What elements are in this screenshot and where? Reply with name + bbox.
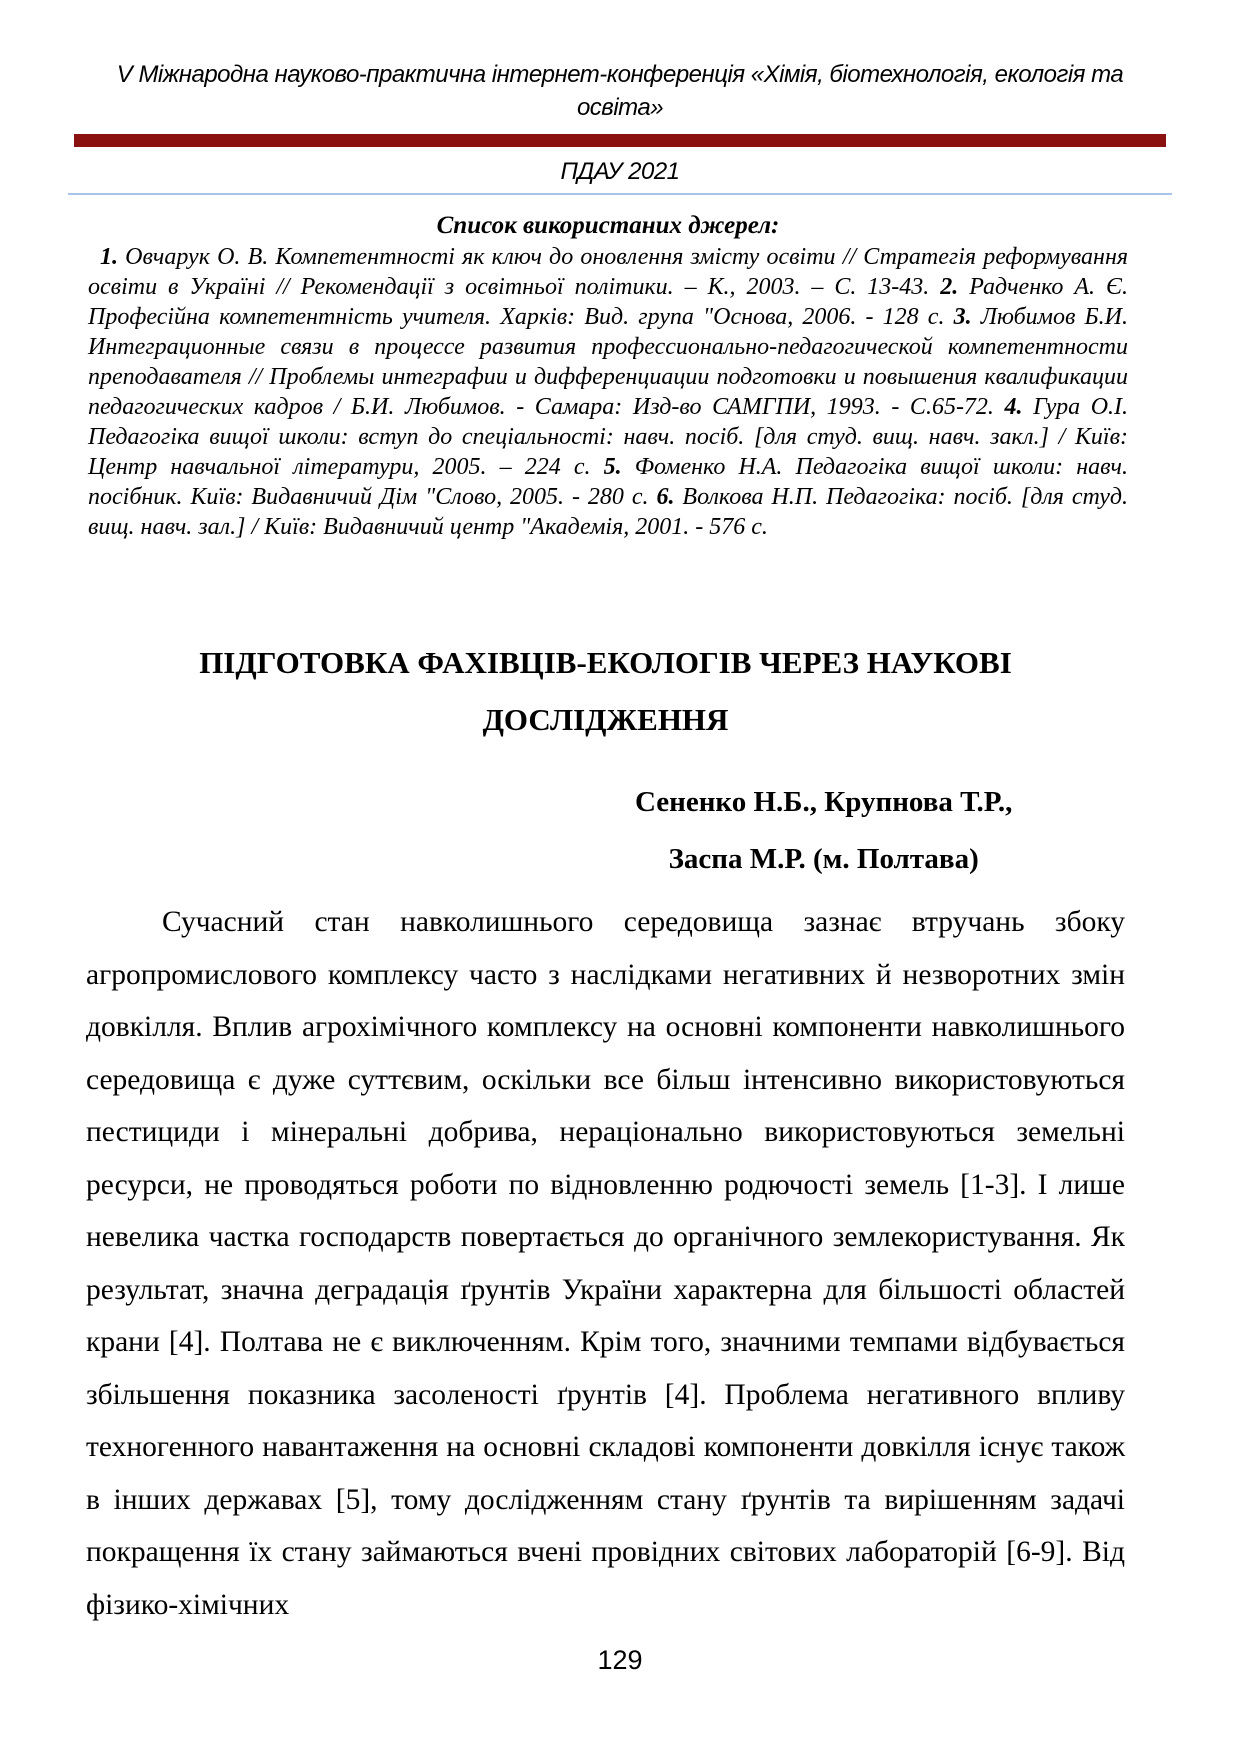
reference-text: Овчарук О. В. Компетентності як ключ до оновлення змісту освіти // Стратегія реформування освіти в Україні // Рекомендації з освітньої політики. – К., 2003. – С. 13-43.	[88, 244, 1129, 300]
reference-text: Фоменко Н.А. Педагогіка вищої школи: навч. посібник. Київ: Видавничий Дім "Слово, 2005. - 280 с.	[88, 454, 1129, 510]
header-accent-bar	[74, 134, 1166, 147]
reference-text: Волкова Н.П. Педагогіка: посіб. [для студ. вищ. навч. зал.] / Київ: Видавничий центр "Академія, 2001. - 576 с.	[88, 484, 1129, 540]
reference-number: 4.	[1004, 394, 1023, 420]
references-heading: Список використаних джерел:	[436, 212, 780, 239]
reference-number: 1.	[100, 244, 118, 270]
article-title-line2: ДОСЛІДЖЕННЯ	[482, 702, 729, 737]
authors-line1: Сененко Н.Б., Крупнова Т.Р.,	[634, 786, 1013, 818]
authors-block	[522, 774, 1125, 888]
page-header	[0, 58, 1240, 195]
authors-line2: Заспа М.Р. (м. Полтава)	[668, 843, 979, 875]
reference-number: 5.	[603, 454, 622, 480]
article-title	[86, 634, 1125, 748]
reference-text: Гура О.І. Педагогіка вищої школи: вступ до спеціальності: навч. посіб. [для студ. вищ. навч. закл.] / Київ: Центр навчальної літератури, 2005. – 224 с.	[88, 394, 1129, 480]
page-number: 129	[597, 1645, 643, 1675]
reference-text: Любимов Б.И. Интеграционные связи в процессе развития профессионально-педагогической компетентности преподавателя // Проблемы интеграфии и дифференциации подготовки и повышения квалификации педагогических кадров / Б.И. Любимов. - Самара: Изд-во САМГПИ, 1993. - С.65-72.	[88, 304, 1129, 420]
reference-number: 6.	[656, 484, 675, 510]
event-label: ПДАУ 2021	[560, 158, 680, 185]
conference-title: V Міжнародна науково-практична інтернет-конференція «Хімія, біотехнологія, екологія та освіта»	[116, 61, 1124, 121]
references-list	[88, 242, 1128, 542]
reference-number: 2.	[940, 274, 959, 300]
references-section	[0, 195, 1240, 542]
article-body-paragraph: Сучасний стан навколишнього середовища зазнає втручань збоку агропромислового комплексу часто з наслідками негативних й незворотних змін довкілля. Вплив агрохімічного комплексу на основні компоненти навколишнього середовища є дуже суттєвим, оскільки все більш інтенсивно використовуються пестициди і мінеральні добрива, нераціонально використовуються земельні ресурси, не проводяться роботи по відновленню родючості земель [1-3]. І лише невелика частка господарств повертається до органічного землекористування. Як результат, значна деградація ґрунтів України характерна для більшості областей крани [4]. Полтава не є виключенням. Крім того, значними темпами відбувається збільшення показника засоленості ґрунтів [4]. Проблема негативного впливу техногенного навантаження на основні складові компоненти довкілля існує також в інших державах [5], тому дослідженням стану ґрунтів та вирішенням задачі покращення їх стану займаються вчені провідних світових лабораторій [6-9]. Від фізико-хімічних	[86, 906, 1125, 1621]
article-title-line1: ПІДГОТОВКА ФАХІВЦІВ-ЕКОЛОГІВ ЧЕРЕЗ НАУКОВІ	[199, 645, 1012, 680]
reference-text: Радченко А. Є. Професійна компетентність учителя. Харків: Вид. група "Основа, 2006. - 128 с.	[88, 274, 1129, 330]
article-section	[0, 634, 1240, 1631]
reference-number: 3.	[953, 304, 972, 330]
